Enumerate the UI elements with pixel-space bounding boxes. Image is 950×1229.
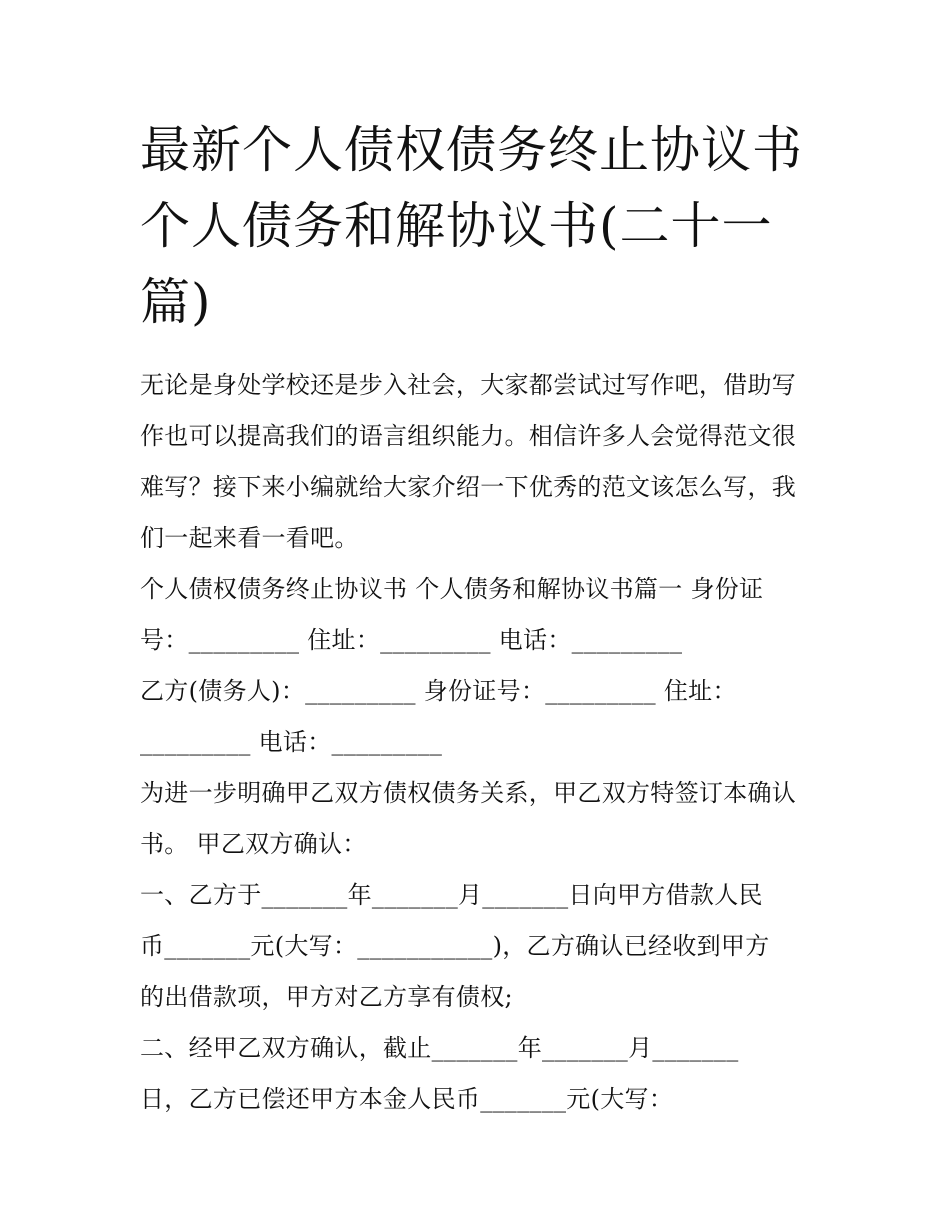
body-line-5: 个人债权债务终止协议书 个人债务和解协议书篇一 身份证	[140, 575, 764, 603]
document-title	[140, 112, 820, 340]
body-line-10: 书。 甲乙双方确认：	[140, 830, 367, 858]
body-line-15: 日，乙方已偿还甲方本金人民币_______元(大写：	[140, 1085, 674, 1113]
body-line-7: 乙方(债务人)：_________ 身份证号：_________ 住址：	[140, 677, 737, 705]
body-line-1: 无论是身处学校还是步入社会，大家都尝试过写作吧，借助写	[140, 371, 797, 399]
body-line-8: _________ 电话：_________	[140, 728, 443, 756]
title-line-1: 最新个人债权债务终止协议书	[140, 121, 803, 179]
body-line-6: 号：_________ 住址：_________ 电话：_________	[140, 626, 683, 654]
body-line-12: 币_______元(大写：___________)，乙方确认已经收到甲方	[140, 932, 770, 960]
body-line-4: 们一起来看一看吧。	[140, 524, 359, 552]
body-line-13: 的出借款项，甲方对乙方享有债权;	[140, 983, 513, 1011]
body-line-2: 作也可以提高我们的语言组织能力。相信许多人会觉得范文很	[140, 422, 797, 450]
body-line-11: 一、乙方于_______年_______月_______日向甲方借款人民	[140, 881, 763, 909]
body-line-3: 难写？接下来小编就给大家介绍一下优秀的范文该怎么写，我	[140, 473, 797, 501]
title-line-2: 个人债务和解协议书(二十一	[140, 197, 773, 255]
document-page	[140, 112, 820, 1125]
body-line-9: 为进一步明确甲乙双方债权债务关系，甲乙双方特签订本确认	[140, 779, 797, 807]
body-line-14: 二、经甲乙双方确认，截止_______年_______月_______	[140, 1034, 739, 1062]
title-line-3: 篇)	[140, 273, 212, 331]
document-body	[140, 360, 820, 1125]
